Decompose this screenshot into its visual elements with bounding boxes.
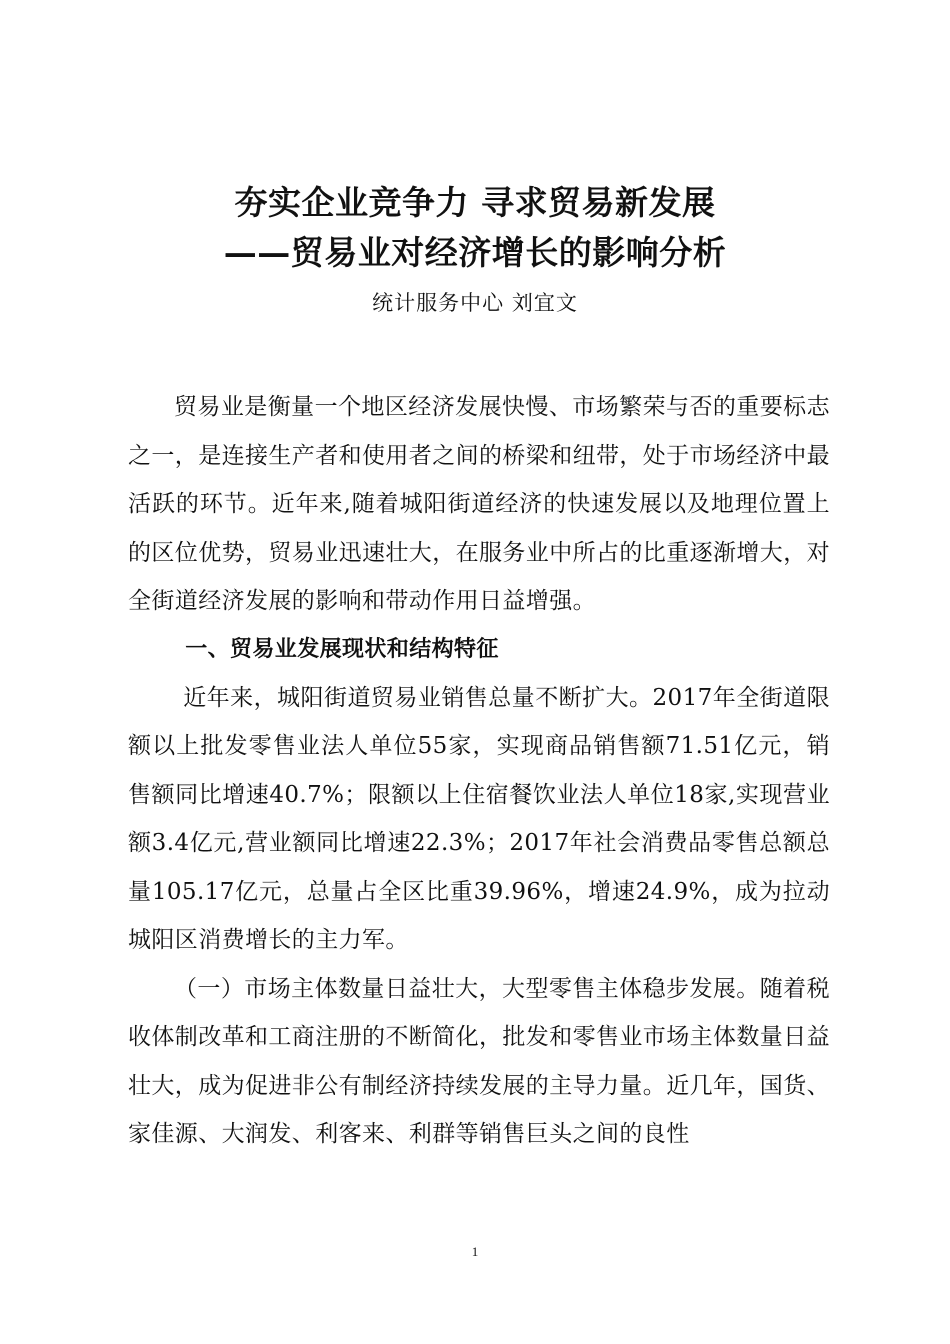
market-paragraph: （一）市场主体数量日益壮大，大型零售主体稳步发展。随着税收体制改革和工商注册的不断简化，批发和零售业市场主体数量日益壮大，成为促进非公有制经济持续发展的主导力量。近几年，国货、家佳源、大润发、利客来、利群等销售巨头之间的良性: [128, 975, 830, 1147]
document-title: 夯实企业竞争力 寻求贸易新发展: [234, 183, 716, 222]
intro-paragraph: 贸易业是衡量一个地区经济发展快慢、市场繁荣与否的重要标志之一，是连接生产者和使用者之间的桥梁和纽带，处于市场经济中最活跃的环节。近年来,随着城阳街道经济的快速发展以及地理位置上的区位优势，贸易业迅速壮大，在服务业中所占的比重逐渐增大，对全街道经济发展的影响和带动作用日益增强。: [128, 394, 830, 614]
document-body: [128, 383, 830, 1159]
author-line: 统计服务中心 刘宜文: [372, 291, 578, 315]
status-paragraph: 近年来，城阳街道贸易业销售总量不断扩大。2017年全街道限额以上批发零售业法人单位55家，实现商品销售额71.51亿元，销售额同比增速40.7%；限额以上住宿餐饮业法人单位18家,实现营业额3.4亿元,营业额同比增速22.3%；2017年社会消费品零售总额总量105.17亿元，总量占全区比重39.96%，增速24.9%，成为拉动城阳区消费增长的主力军。: [128, 684, 830, 953]
document-subtitle: ——贸易业对经济增长的影响分析: [223, 233, 727, 272]
page-number: 1: [471, 1244, 479, 1259]
section-heading: 一、贸易业发展现状和结构特征: [185, 636, 499, 662]
